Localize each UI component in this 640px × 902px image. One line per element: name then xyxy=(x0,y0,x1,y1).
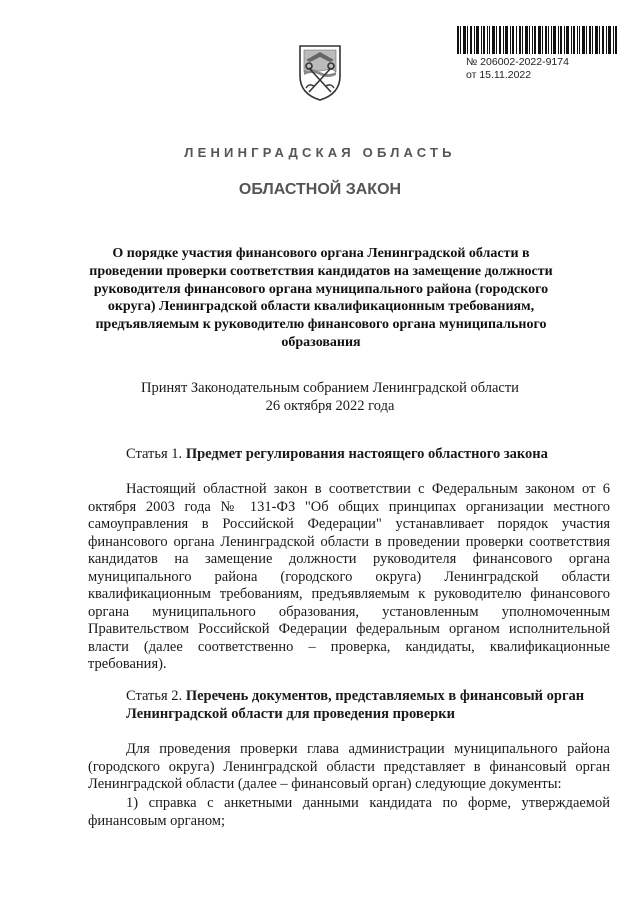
registration-number: № 206002-2022-9174 xyxy=(466,56,569,68)
article-1-number: Статья 1. xyxy=(126,446,183,462)
article-1-paragraph-1: Настоящий областной закон в соответствии с Федеральным законом от 6 октября 2003 года № 131-ФЗ "Об общих принципах организации местного самоуправления в Российской Федерации" устанавливает порядок участия финансового органа Ленинградской области в проведении проверки соответствия кандидатов на замещение должности руководителя финансового органа муниципального района (городского округа) Ленинградской области квалификационным требованиям, предъявляемым к руководителю финансового органа муниципального образования, установленным уполномоченным Правительством Российской Федерации федеральным органом исполнительной власти (далее соответственно – проверка, кандидаты, квалификационные требования). xyxy=(88,481,610,672)
region-heading: ЛЕНИНГРАДСКАЯ ОБЛАСТЬ xyxy=(184,145,456,160)
adoption-note xyxy=(0,380,640,415)
adoption-line-2: 26 октября 2022 года xyxy=(265,397,395,414)
article-2-number: Статья 2. xyxy=(126,688,183,704)
article-1-heading xyxy=(126,446,616,464)
law-title: О порядке участия финансового органа Ленинградской области в проведении проверки соответствия кандидатов на замещение должности руководителя финансового органа муниципального района (городского округа) Ленинградской области квалификационным требованиям, предъявляемым к руководителю финансового органа муниципального образования xyxy=(89,246,553,350)
article-1-name: Предмет регулирования настоящего областного закона xyxy=(185,446,548,462)
registration-info xyxy=(466,56,569,82)
adoption-line-1: Принят Законодательным собранием Ленинградской области xyxy=(141,380,519,396)
article-2-name: Перечень документов, представляемых в финансовый орган Ленинградской области для проведения проверки xyxy=(126,688,585,722)
registration-date: от 15.11.2022 xyxy=(466,69,532,81)
leningrad-oblast-coat-of-arms-icon xyxy=(296,42,344,102)
article-2-heading xyxy=(88,688,610,723)
barcode-icon xyxy=(457,26,617,54)
article-2-paragraph-2: 1) справка с анкетными данными кандидата по форме, утверждаемой финансовым органом; xyxy=(88,795,610,829)
law-type-heading: ОБЛАСТНОЙ ЗАКОН xyxy=(238,181,402,198)
article-2-paragraph-1: Для проведения проверки глава администрации муниципального района (городского округа) Ленинградской области представляет в финансовый орган Ленинградской области (далее – финансовый орган) следующие документы: xyxy=(88,741,610,792)
